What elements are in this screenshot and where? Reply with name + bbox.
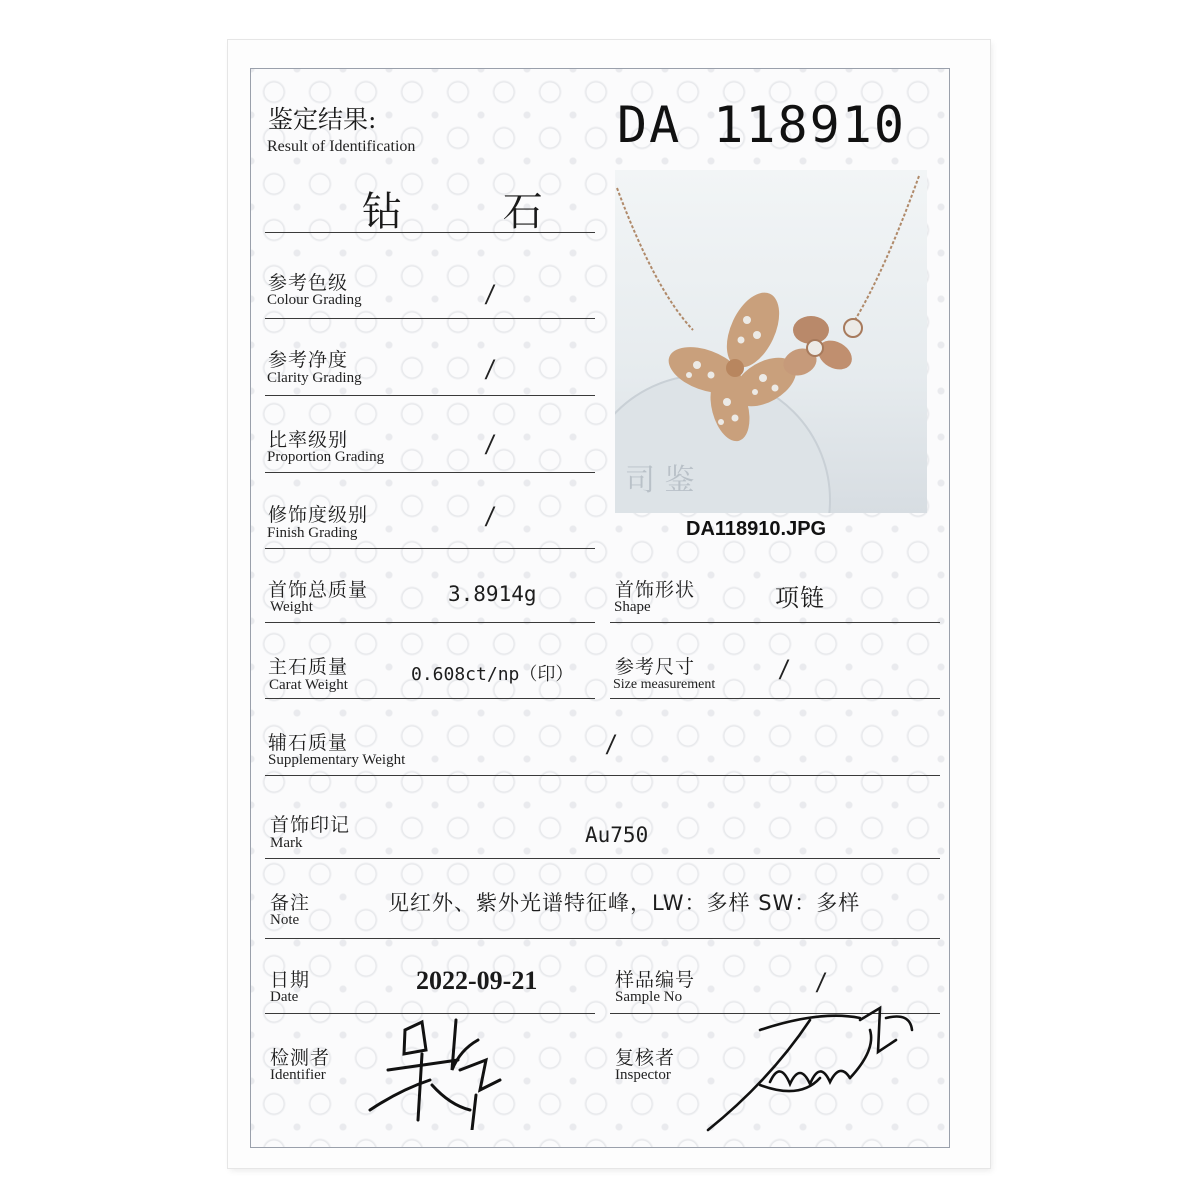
svg-text:司 鉴: 司 鉴: [625, 463, 695, 498]
note-value: 见红外、紫外光谱特征峰，LW：多样 SW：多样: [388, 891, 861, 915]
inspector-signature: [700, 990, 920, 1140]
carat-label-en: Carat Weight: [269, 677, 348, 693]
size-label-en: Size measurement: [613, 677, 716, 692]
sample-label-en: Sample No: [615, 989, 683, 1005]
result-value: 钻 石: [362, 189, 587, 235]
divider: [265, 232, 595, 233]
finish-value: /: [484, 502, 497, 530]
clarity-label-en: Clarity Grading: [267, 370, 362, 386]
colour-label-zh: 参考色级: [268, 272, 349, 294]
clarity-label-zh: 参考净度: [268, 349, 349, 371]
shape-label-zh: 首饰形状: [615, 579, 696, 601]
finish-label-en: Finish Grading: [267, 525, 358, 541]
note-label-en: Note: [270, 912, 300, 928]
size-label-zh: 参考尺寸: [615, 656, 696, 678]
necklace-image: [615, 170, 927, 513]
weight-value: 3.8914g: [448, 582, 537, 606]
divider: [610, 622, 940, 623]
shape-label-en: Shape: [614, 599, 651, 615]
proportion-label-zh: 比率级别: [268, 429, 349, 451]
divider: [265, 622, 595, 623]
divider: [265, 395, 595, 396]
divider: [265, 858, 940, 859]
jewelry-photo: [615, 170, 927, 513]
date-label-zh: 日期: [270, 969, 311, 991]
inspector-label-zh: 复核者: [615, 1047, 676, 1069]
proportion-label-en: Proportion Grading: [267, 449, 385, 465]
shape-value: 项链: [775, 584, 825, 612]
supplementary-value: /: [605, 730, 618, 758]
result-title-en: Result of Identification: [267, 138, 416, 155]
carat-value: 0.608ct/np（印）: [411, 664, 574, 685]
photo-caption: DA118910.JPG: [686, 518, 827, 540]
identifier-label-en: Identifier: [270, 1067, 326, 1083]
divider: [265, 472, 595, 473]
identifier-signature: [360, 1010, 530, 1130]
supplementary-label-en: Supplementary Weight: [268, 752, 406, 768]
divider: [265, 938, 940, 939]
supplementary-label-zh: 辅石质量: [268, 732, 349, 754]
result-title-zh: 鉴定结果:: [268, 105, 377, 134]
mark-value: Au750: [585, 823, 649, 847]
carat-label-zh: 主石质量: [268, 656, 349, 678]
inspector-label-en: Inspector: [615, 1067, 671, 1083]
size-value: /: [778, 655, 791, 683]
mark-label-en: Mark: [270, 835, 303, 851]
note-label-zh: 备注: [270, 892, 311, 914]
divider: [265, 318, 595, 319]
sample-value: /: [815, 968, 828, 996]
divider: [265, 548, 595, 549]
clarity-value: /: [484, 355, 497, 383]
date-value: 2022-09-21: [416, 966, 538, 995]
colour-label-en: Colour Grading: [267, 292, 362, 308]
divider: [610, 698, 940, 699]
date-label-en: Date: [270, 989, 299, 1005]
identifier-label-zh: 检测者: [270, 1047, 331, 1069]
divider: [265, 698, 595, 699]
mark-label-zh: 首饰印记: [270, 814, 351, 836]
finish-label-zh: 修饰度级别: [268, 504, 369, 526]
proportion-value: /: [484, 430, 497, 458]
colour-value: /: [484, 280, 497, 308]
certificate-number: DA 118910: [617, 96, 906, 154]
divider: [265, 775, 940, 776]
sample-label-zh: 样品编号: [615, 969, 696, 991]
weight-label-zh: 首饰总质量: [268, 579, 369, 601]
weight-label-en: Weight: [270, 599, 313, 615]
